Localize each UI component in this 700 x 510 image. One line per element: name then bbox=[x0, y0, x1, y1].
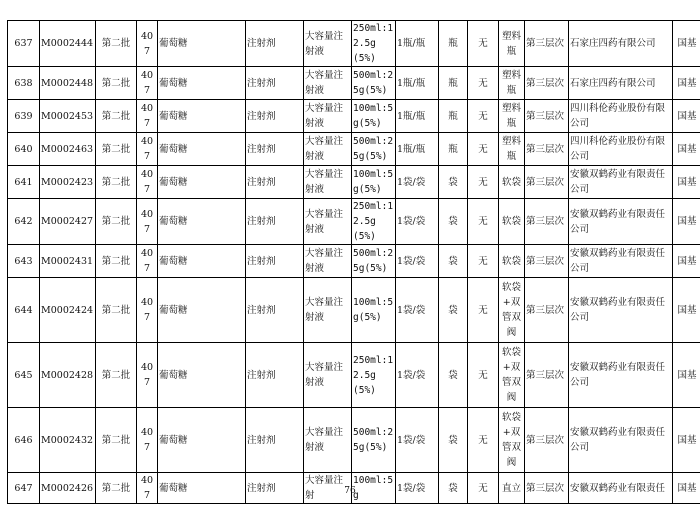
category-cell: 国基 bbox=[673, 133, 700, 166]
drug-code-cell: M0002428 bbox=[40, 343, 96, 408]
unit-cell: 袋 bbox=[439, 408, 468, 473]
drug-code-cell: M0002431 bbox=[40, 245, 96, 278]
row-number-cell: 644 bbox=[8, 278, 40, 343]
batch-cell: 第二批 bbox=[96, 343, 137, 408]
specification-cell: 250ml:12.5g(5%) bbox=[352, 199, 396, 245]
container-material-cell: 塑料瓶 bbox=[499, 67, 525, 100]
row-number-cell: 645 bbox=[8, 343, 40, 408]
dosage-form-cell: 注射剂 bbox=[246, 245, 304, 278]
specification-cell: 100ml:5g(5%) bbox=[352, 100, 396, 133]
catalog-number-cell: 407 bbox=[137, 21, 158, 67]
quality-level-cell: 第三层次 bbox=[525, 245, 569, 278]
manufacturer-cell: 安徽双鹤药业有限责任公司 bbox=[569, 166, 673, 199]
batch-cell: 第二批 bbox=[96, 199, 137, 245]
quality-level-cell: 第三层次 bbox=[525, 199, 569, 245]
quality-level-cell: 第三层次 bbox=[525, 473, 569, 504]
dosage-form-cell: 注射剂 bbox=[246, 67, 304, 100]
row-number-cell: 637 bbox=[8, 21, 40, 67]
specification-cell: 250ml:12.5g(5%) bbox=[352, 21, 396, 67]
manufacturer-cell: 安徽双鹤药业有限责任公司 bbox=[569, 343, 673, 408]
category-cell: 国基 bbox=[673, 343, 700, 408]
dosage-form-cell: 注射剂 bbox=[246, 473, 304, 504]
drug-code-cell: M0002453 bbox=[40, 100, 96, 133]
table-row bbox=[8, 199, 700, 245]
table-row bbox=[8, 100, 700, 133]
batch-cell: 第二批 bbox=[96, 245, 137, 278]
container-material-cell: 直立 bbox=[499, 473, 525, 504]
catalog-number-cell: 407 bbox=[137, 408, 158, 473]
unit-cell: 瓶 bbox=[439, 100, 468, 133]
category-cell: 国基 bbox=[673, 473, 700, 504]
specification-cell: 500ml:25g(5%) bbox=[352, 67, 396, 100]
specification-cell: 500ml:25g(5%) bbox=[352, 245, 396, 278]
catalog-number-cell: 407 bbox=[137, 100, 158, 133]
quality-level-cell: 第三层次 bbox=[525, 343, 569, 408]
packaging-cell: 1袋/袋 bbox=[396, 245, 439, 278]
batch-cell: 第二批 bbox=[96, 133, 137, 166]
unit-cell: 袋 bbox=[439, 199, 468, 245]
preparation-type-cell: 大容量注射液 bbox=[304, 166, 352, 199]
drug-code-cell: M0002423 bbox=[40, 166, 96, 199]
table-row bbox=[8, 343, 700, 408]
category-cell: 国基 bbox=[673, 67, 700, 100]
packaging-cell: 1袋/袋 bbox=[396, 278, 439, 343]
batch-cell: 第二批 bbox=[96, 408, 137, 473]
packaging-cell: 1瓶/瓶 bbox=[396, 133, 439, 166]
table-row bbox=[8, 278, 700, 343]
specification-cell: 100ml:5g(5%) bbox=[352, 166, 396, 199]
preparation-type-cell: 大容量注射液 bbox=[304, 343, 352, 408]
drug-name-cell: 葡萄糖 bbox=[158, 21, 246, 67]
drug-code-cell: M0002426 bbox=[40, 473, 96, 504]
manufacturer-cell: 四川科伦药业股份有限公司 bbox=[569, 133, 673, 166]
quality-level-cell: 第三层次 bbox=[525, 100, 569, 133]
row-number-cell: 640 bbox=[8, 133, 40, 166]
manufacturer-cell: 石家庄四药有限公司 bbox=[569, 67, 673, 100]
container-material-cell: 塑料瓶 bbox=[499, 21, 525, 67]
drug-name-cell: 葡萄糖 bbox=[158, 408, 246, 473]
unit-cell: 袋 bbox=[439, 278, 468, 343]
quality-level-cell: 第三层次 bbox=[525, 21, 569, 67]
manufacturer-cell: 安徽双鹤药业有限责任公司 bbox=[569, 245, 673, 278]
page-number: 76 bbox=[344, 486, 356, 496]
row-number-cell: 638 bbox=[8, 67, 40, 100]
flag-cell: 无 bbox=[468, 343, 499, 408]
drug-name-cell: 葡萄糖 bbox=[158, 100, 246, 133]
container-material-cell: 软袋 bbox=[499, 245, 525, 278]
drug-name-cell: 葡萄糖 bbox=[158, 133, 246, 166]
manufacturer-cell: 安徽双鹤药业有限责任 bbox=[569, 473, 673, 504]
catalog-number-cell: 407 bbox=[137, 278, 158, 343]
packaging-cell: 1瓶/瓶 bbox=[396, 67, 439, 100]
flag-cell: 无 bbox=[468, 100, 499, 133]
manufacturer-cell: 安徽双鹤药业有限责任公司 bbox=[569, 408, 673, 473]
drug-name-cell: 葡萄糖 bbox=[158, 245, 246, 278]
batch-cell: 第二批 bbox=[96, 473, 137, 504]
category-cell: 国基 bbox=[673, 408, 700, 473]
container-material-cell: 软袋+双管双阀 bbox=[499, 278, 525, 343]
dosage-form-cell: 注射剂 bbox=[246, 278, 304, 343]
packaging-cell: 1袋/袋 bbox=[396, 408, 439, 473]
catalog-number-cell: 407 bbox=[137, 199, 158, 245]
specification-cell: 500ml:25g(5%) bbox=[352, 133, 396, 166]
drug-name-cell: 葡萄糖 bbox=[158, 343, 246, 408]
dosage-form-cell: 注射剂 bbox=[246, 166, 304, 199]
drug-name-cell: 葡萄糖 bbox=[158, 166, 246, 199]
flag-cell: 无 bbox=[468, 408, 499, 473]
drug-catalog-table bbox=[7, 20, 700, 504]
dosage-form-cell: 注射剂 bbox=[246, 133, 304, 166]
category-cell: 国基 bbox=[673, 199, 700, 245]
preparation-type-cell: 大容量注射液 bbox=[304, 278, 352, 343]
flag-cell: 无 bbox=[468, 278, 499, 343]
unit-cell: 袋 bbox=[439, 473, 468, 504]
catalog-number-cell: 407 bbox=[137, 133, 158, 166]
quality-level-cell: 第三层次 bbox=[525, 133, 569, 166]
catalog-number-cell: 407 bbox=[137, 245, 158, 278]
batch-cell: 第二批 bbox=[96, 166, 137, 199]
flag-cell: 无 bbox=[468, 245, 499, 278]
row-number-cell: 639 bbox=[8, 100, 40, 133]
packaging-cell: 1瓶/瓶 bbox=[396, 100, 439, 133]
drug-code-cell: M0002424 bbox=[40, 278, 96, 343]
flag-cell: 无 bbox=[468, 199, 499, 245]
drug-code-cell: M0002448 bbox=[40, 67, 96, 100]
dosage-form-cell: 注射剂 bbox=[246, 21, 304, 67]
packaging-cell: 1袋/袋 bbox=[396, 473, 439, 504]
table-row bbox=[8, 166, 700, 199]
batch-cell: 第二批 bbox=[96, 67, 137, 100]
container-material-cell: 塑料瓶 bbox=[499, 133, 525, 166]
unit-cell: 瓶 bbox=[439, 67, 468, 100]
container-material-cell: 软袋 bbox=[499, 166, 525, 199]
dosage-form-cell: 注射剂 bbox=[246, 199, 304, 245]
preparation-type-cell: 大容量注射液 bbox=[304, 199, 352, 245]
table-row bbox=[8, 408, 700, 473]
dosage-form-cell: 注射剂 bbox=[246, 343, 304, 408]
specification-cell: 100ml:5g bbox=[352, 473, 396, 504]
drug-code-cell: M0002444 bbox=[40, 21, 96, 67]
dosage-form-cell: 注射剂 bbox=[246, 100, 304, 133]
unit-cell: 袋 bbox=[439, 245, 468, 278]
catalog-number-cell: 407 bbox=[137, 166, 158, 199]
quality-level-cell: 第三层次 bbox=[525, 67, 569, 100]
specification-cell: 100ml:5g(5%) bbox=[352, 278, 396, 343]
flag-cell: 无 bbox=[468, 166, 499, 199]
container-material-cell: 软袋 bbox=[499, 199, 525, 245]
quality-level-cell: 第三层次 bbox=[525, 408, 569, 473]
category-cell: 国基 bbox=[673, 278, 700, 343]
drug-code-cell: M0002432 bbox=[40, 408, 96, 473]
flag-cell: 无 bbox=[468, 21, 499, 67]
quality-level-cell: 第三层次 bbox=[525, 278, 569, 343]
catalog-number-cell: 407 bbox=[137, 67, 158, 100]
flag-cell: 无 bbox=[468, 67, 499, 100]
unit-cell: 袋 bbox=[439, 343, 468, 408]
manufacturer-cell: 四川科伦药业股份有限公司 bbox=[569, 100, 673, 133]
table-row bbox=[8, 21, 700, 67]
packaging-cell: 1瓶/瓶 bbox=[396, 21, 439, 67]
row-number-cell: 647 bbox=[8, 473, 40, 504]
dosage-form-cell: 注射剂 bbox=[246, 408, 304, 473]
category-cell: 国基 bbox=[673, 166, 700, 199]
manufacturer-cell: 安徽双鹤药业有限责任公司 bbox=[569, 199, 673, 245]
container-material-cell: 软袋+双管双阀 bbox=[499, 408, 525, 473]
container-material-cell: 软袋+双管双阀 bbox=[499, 343, 525, 408]
category-cell: 国基 bbox=[673, 245, 700, 278]
table-body bbox=[8, 21, 700, 504]
specification-cell: 250ml:12.5g(5%) bbox=[352, 343, 396, 408]
drug-name-cell: 葡萄糖 bbox=[158, 199, 246, 245]
batch-cell: 第二批 bbox=[96, 21, 137, 67]
container-material-cell: 塑料瓶 bbox=[499, 100, 525, 133]
manufacturer-cell: 安徽双鹤药业有限责任公司 bbox=[569, 278, 673, 343]
row-number-cell: 646 bbox=[8, 408, 40, 473]
catalog-number-cell: 407 bbox=[137, 473, 158, 504]
drug-name-cell: 葡萄糖 bbox=[158, 67, 246, 100]
unit-cell: 瓶 bbox=[439, 21, 468, 67]
table-row bbox=[8, 67, 700, 100]
packaging-cell: 1袋/袋 bbox=[396, 343, 439, 408]
preparation-type-cell: 大容量注射液 bbox=[304, 245, 352, 278]
category-cell: 国基 bbox=[673, 100, 700, 133]
preparation-type-cell: 大容量注射 bbox=[304, 473, 352, 504]
manufacturer-cell: 石家庄四药有限公司 bbox=[569, 21, 673, 67]
flag-cell: 无 bbox=[468, 133, 499, 166]
row-number-cell: 641 bbox=[8, 166, 40, 199]
preparation-type-cell: 大容量注射液 bbox=[304, 100, 352, 133]
unit-cell: 瓶 bbox=[439, 133, 468, 166]
batch-cell: 第二批 bbox=[96, 278, 137, 343]
quality-level-cell: 第三层次 bbox=[525, 166, 569, 199]
preparation-type-cell: 大容量注射液 bbox=[304, 133, 352, 166]
unit-cell: 袋 bbox=[439, 166, 468, 199]
flag-cell: 无 bbox=[468, 473, 499, 504]
packaging-cell: 1袋/袋 bbox=[396, 166, 439, 199]
drug-code-cell: M0002463 bbox=[40, 133, 96, 166]
drug-name-cell: 葡萄糖 bbox=[158, 278, 246, 343]
packaging-cell: 1袋/袋 bbox=[396, 199, 439, 245]
category-cell: 国基 bbox=[673, 21, 700, 67]
preparation-type-cell: 大容量注射液 bbox=[304, 408, 352, 473]
batch-cell: 第二批 bbox=[96, 100, 137, 133]
row-number-cell: 642 bbox=[8, 199, 40, 245]
table-row bbox=[8, 133, 700, 166]
preparation-type-cell: 大容量注射液 bbox=[304, 67, 352, 100]
preparation-type-cell: 大容量注射液 bbox=[304, 21, 352, 67]
specification-cell: 500ml:25g(5%) bbox=[352, 408, 396, 473]
drug-name-cell: 葡萄糖 bbox=[158, 473, 246, 504]
row-number-cell: 643 bbox=[8, 245, 40, 278]
table-row bbox=[8, 245, 700, 278]
drug-code-cell: M0002427 bbox=[40, 199, 96, 245]
catalog-number-cell: 407 bbox=[137, 343, 158, 408]
